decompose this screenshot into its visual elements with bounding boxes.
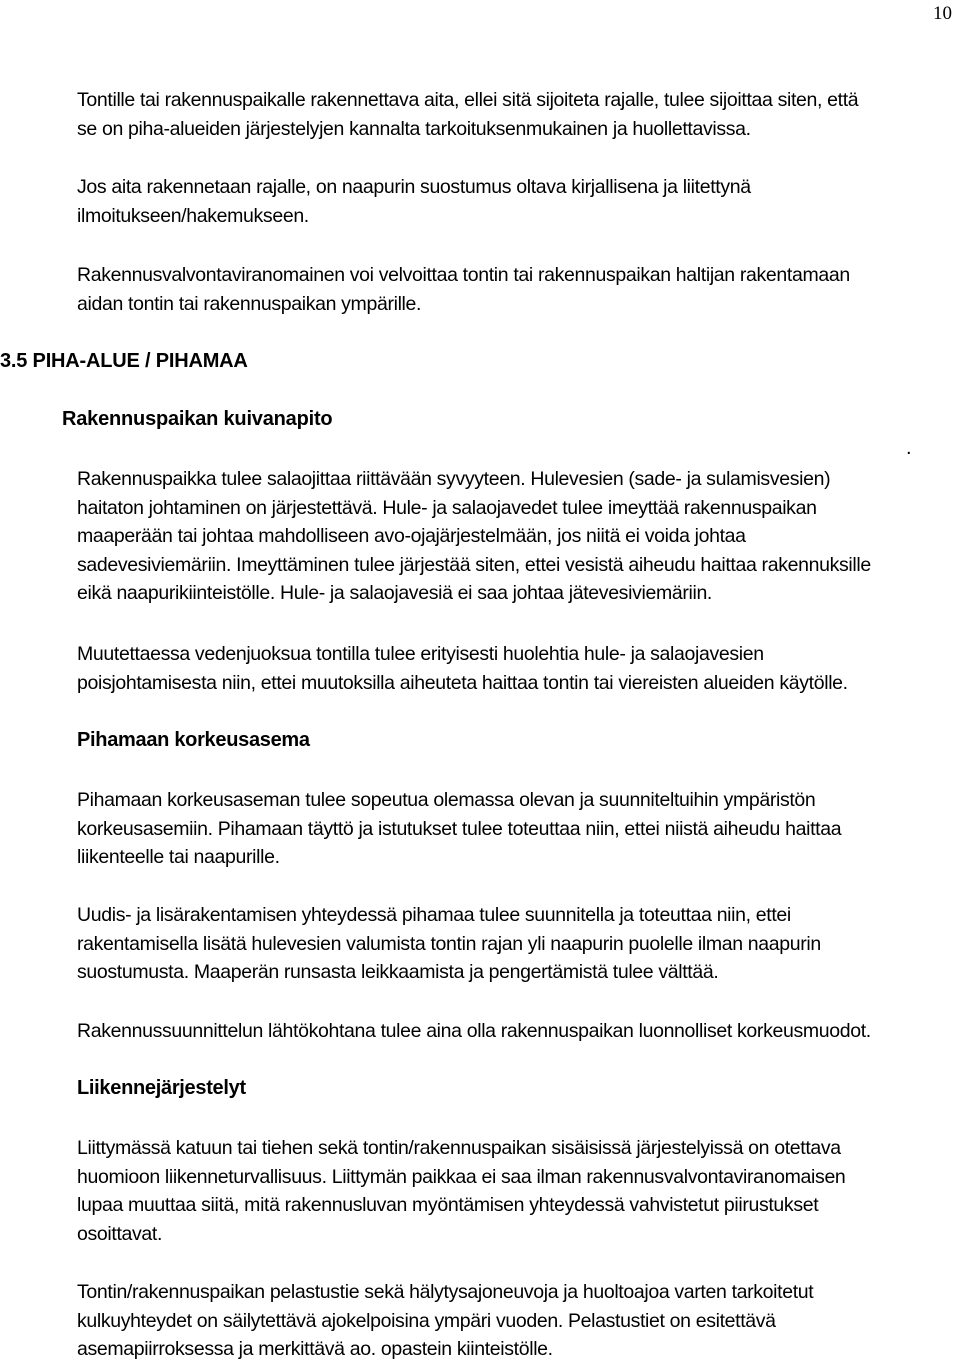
- paragraph-natural-forms: [77, 1017, 957, 1046]
- text-line: liikenteelle tai naapurille.: [77, 846, 280, 869]
- text-line: Rakennussuunnittelun lähtökohtana tulee aina olla rakennuspaikan luonnolliset korkeusmuodot.: [77, 1020, 871, 1042]
- text-line: Jos aita rakennetaan rajalle, on naapurin suostumus oltava kirjallisena ja liitettynä: [77, 176, 751, 198]
- text-line: Liittymässä katuun tai tiehen sekä tontin/rakennuspaikan sisäisissä järjestelyissä on otettava: [77, 1137, 841, 1159]
- text-line: Tontille tai rakennuspaikalle rakennettava aita, ellei sitä sijoiteta rajalle, tulee sijoittaa siten, että: [77, 89, 859, 111]
- section-heading: 3.5 PIHA-ALUE / PIHAMAA: [0, 350, 248, 372]
- stray-dot: .: [906, 437, 912, 459]
- text-line: ilmoitukseen/hakemukseen.: [77, 204, 309, 227]
- text-line: huomioon liikenneturvallisuus. Liittymän paikkaa ei saa ilman rakennusvalvontaviranomaisen: [77, 1165, 846, 1188]
- paragraph-drainage: [77, 465, 957, 608]
- text-line: Muutettaessa vedenjuoksua tontilla tulee erityisesti huolehtia hule- ja salaojavesien: [77, 643, 764, 665]
- text-line: Rakennuspaikka tulee salaojittaa riittävään syvyyteen. Hulevesien (sade- ja sulamisvesien): [77, 468, 831, 490]
- paragraph-water-flow: [77, 640, 957, 697]
- text-line: eikä naapurikiinteistölle. Hule- ja salaojavesiä ei saa johtaa jätevesiviemäriin.: [77, 582, 713, 605]
- text-line: asemapiirroksessa ja merkittävä ao. opastein kiinteistölle.: [77, 1338, 553, 1361]
- text-line: Uudis- ja lisärakentamisen yhteydessä pihamaa tulee suunnitella ja toteuttaa niin, ettei: [77, 904, 791, 926]
- text-line: lupaa muuttaa siitä, mitä rakennusluvan myöntämisen yhteydessä vahvistetut piirustukset: [77, 1194, 819, 1217]
- subheading-traffic: Liikennejärjestelyt: [77, 1077, 246, 1099]
- text-line: aidan tontin tai rakennuspaikan ympärille.: [77, 292, 422, 315]
- text-line: rakentamisella lisätä hulevesien valumista tontin rajan yli naapurin puolelle ilman naapurin: [77, 932, 821, 955]
- text-line: se on piha-alueiden järjestelyjen kannalta tarkoituksenmukainen ja huollettavissa.: [77, 117, 751, 140]
- text-line: poisjohtamisesta niin, ettei muutoksilla aiheuteta haittaa tontin tai viereisten alueiden käytölle.: [77, 671, 848, 694]
- paragraph-traffic-safety: [77, 1134, 957, 1248]
- paragraph-fence-placement: [77, 86, 957, 143]
- text-line: Rakennusvalvontaviranomainen voi velvoittaa tontin tai rakennuspaikan haltijan rakentamaan: [77, 264, 850, 286]
- text-line: Pihamaan korkeusaseman tulee sopeutua olemassa olevan ja suunniteltuihin ympäristön: [77, 789, 816, 811]
- text-line: haitaton johtaminen on järjestettävä. Hule- ja salaojavedet tulee imeyttää rakennuspaikan: [77, 496, 817, 519]
- text-line: kulkuyhteydet on säilytettävä ajokelpoisina ympäri vuoden. Pelastustiet on esitettävä: [77, 1309, 776, 1332]
- text-line: osoittavat.: [77, 1222, 163, 1245]
- subheading-yard-level: Pihamaan korkeusasema: [77, 729, 310, 751]
- paragraph-yard-level: [77, 786, 957, 872]
- text-line: maaperään tai johtaa mahdolliseen avo-ojajärjestelmään, jos niitä ei voida johtaa: [77, 525, 746, 548]
- subheading-drainage: Rakennuspaikan kuivanapito: [62, 408, 333, 430]
- text-line: Tontin/rakennuspaikan pelastustie sekä hälytysajoneuvoja ja huoltoajoa varten tarkoitetut: [77, 1281, 814, 1303]
- paragraph-fence-consent: [77, 173, 957, 230]
- text-line: sadevesiviemäriin. Imeyttäminen tulee järjestää siten, ettei vesistä aiheudu haittaa rakennuksille: [77, 553, 871, 576]
- text-line: suostumusta. Maaperän runsasta leikkaamista ja pengertämistä tulee välttää.: [77, 961, 719, 984]
- text-line: korkeusasemiin. Pihamaan täyttö ja istutukset tulee toteuttaa niin, ettei niistä aiheudu haittaa: [77, 817, 842, 840]
- paragraph-new-construction: [77, 901, 957, 987]
- paragraph-fence-authority: [77, 261, 957, 318]
- paragraph-rescue-routes: [77, 1278, 957, 1364]
- page-number: 10: [933, 3, 952, 24]
